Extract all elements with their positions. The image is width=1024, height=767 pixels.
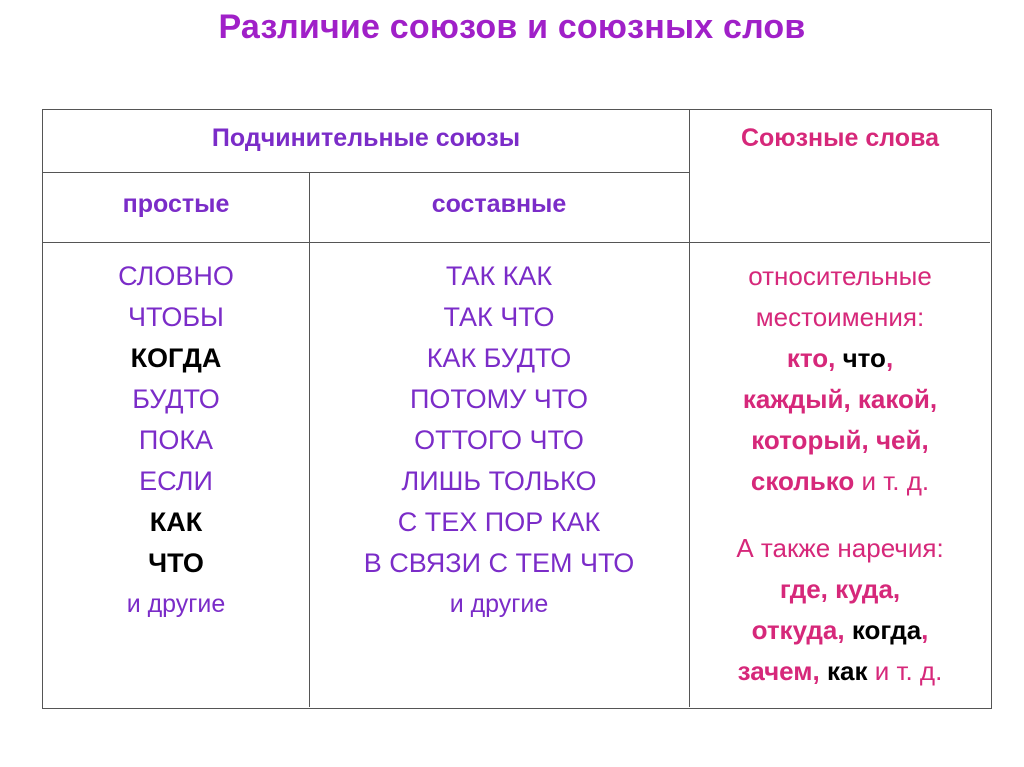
list-item: ОТТОГО ЧТО	[414, 425, 584, 455]
pronouns-line3: который, чей,	[751, 425, 929, 455]
list-item: ПОКА	[138, 425, 214, 455]
word-kak: как	[826, 656, 868, 686]
compound-conjunctions-list	[309, 256, 689, 625]
list-item: и другие	[449, 590, 549, 618]
word-kto: кто	[786, 343, 829, 373]
pronouns-line2: каждый, какой,	[742, 384, 938, 414]
divider-header	[43, 172, 690, 173]
conjunctive-words-list	[689, 256, 991, 692]
word-otkuda: откуда	[751, 615, 838, 645]
header-compound: составные	[431, 190, 567, 218]
list-item: С ТЕХ ПОР КАК	[397, 507, 601, 537]
list-item: ЧТОБЫ	[128, 302, 224, 332]
list-item: В СВЯЗИ С ТЕМ ЧТО	[363, 548, 635, 578]
list-item: ТАК ЧТО	[443, 302, 555, 332]
adverbs-intro: А также наречия:	[736, 533, 944, 563]
word-zachem: зачем	[737, 656, 813, 686]
comma: ,	[921, 615, 929, 645]
header-subordinating: Подчинительные союзы	[211, 124, 521, 152]
word-chto: что	[842, 343, 886, 373]
comma: ,	[812, 656, 827, 686]
header-simple: простые	[122, 190, 230, 218]
pronouns-intro-line2: местоимения:	[755, 302, 925, 332]
adverbs-line3	[689, 651, 991, 692]
list-item: ЧТО	[148, 548, 204, 578]
list-item: и другие	[126, 590, 226, 618]
etc-text: и т. д.	[854, 466, 930, 496]
adverbs-line2	[689, 610, 991, 651]
comma: ,	[828, 343, 843, 373]
comma: ,	[837, 615, 852, 645]
adverbs-line1: где, куда,	[779, 574, 901, 604]
list-item: ТАК КАК	[445, 261, 553, 291]
list-item: ЛИШЬ ТОЛЬКО	[401, 466, 597, 496]
header-conjunctive-words: Союзные слова	[740, 124, 940, 152]
list-item: ЕСЛИ	[139, 466, 213, 496]
list-item: БУДТО	[132, 384, 220, 414]
pronouns-intro-line1: относительные	[748, 261, 932, 291]
spacer	[689, 502, 991, 528]
page-title: Различие союзов и союзных слов	[218, 8, 806, 46]
list-item: КОГДА	[130, 343, 222, 373]
list-item: КАК	[149, 507, 203, 537]
divider-body	[43, 242, 990, 243]
pronouns-line4	[689, 461, 991, 502]
word-skolko: сколько	[750, 466, 855, 496]
list-item: ПОТОМУ ЧТО	[409, 384, 589, 414]
comparison-table	[42, 109, 992, 709]
simple-conjunctions-list	[43, 256, 309, 625]
comma: ,	[885, 343, 894, 373]
list-item: СЛОВНО	[118, 261, 234, 291]
pronouns-line1	[689, 338, 991, 379]
word-kogda: когда	[851, 615, 922, 645]
etc-text: и т. д.	[867, 656, 943, 686]
list-item: КАК БУДТО	[426, 343, 572, 373]
